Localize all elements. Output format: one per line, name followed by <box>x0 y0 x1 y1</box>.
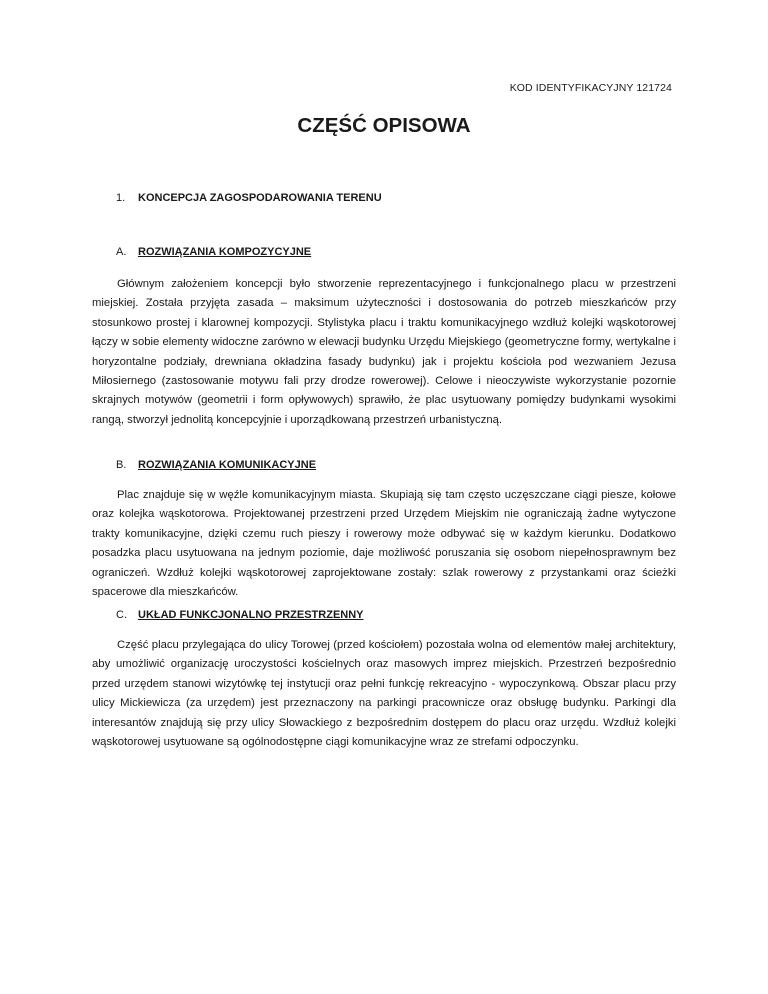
section-b-heading <box>116 459 316 471</box>
section-b-title: ROZWIĄZANIA KOMUNIKACYJNE <box>138 459 317 471</box>
section-b-letter: B. <box>116 459 127 471</box>
section-1-title: KONCEPCJA ZAGOSPODAROWANIA TERENU <box>138 192 382 204</box>
section-c-letter: C. <box>116 609 127 621</box>
section-c-paragraph: Część placu przylegająca do ulicy Torowej (przed kościołem) pozostała wolna od elementów małej architektury, aby umożliwić organizację uroczystości kościelnych oraz masowych imprez miejskich. Przestrzeń bezpośrednio przed urzędem stanowi wizytówkę tej instytucji oraz pełni funkcję rekreacyjno - wypoczynkową. Obszar placu przy ulicy Mickiewicza (za urzędem) jest przeznaczony na parkingi pracownicze oraz obsługę budynku. Parkingi dla interesantów znajdują się przy ulicy Słowackiego z bezpośrednim dostępem do placu oraz urzędu. Wzdłuż kolejki wąskotorowej usytuowane są ogólnodostępne ciągi komunikacyjne wraz ze strefami odpoczynku. <box>92 639 676 749</box>
section-c-heading <box>116 609 364 621</box>
section-a-letter: A. <box>116 246 127 258</box>
section-a-title: ROZWIĄZANIA KOMPOZYCYJNE <box>138 246 312 258</box>
section-b-paragraph: Plac znajduje się w węźle komunikacyjnym miasta. Skupiają się tam często uczęszczane ciągi piesze, kołowe oraz kolejka wąskotorowa. Projektowanej przestrzeni przed Urzędem Miejskim nie ograniczają żadne wytyczone trakty komunikacyjne, dzięki czemu ruch pieszy i rowerowy może odbywać się w każdym kierunku. Dodatkowo posadzka placu usytuowana na jednym poziomie, daje możliwość poruszania się osobom niepełnosprawnym bez ograniczeń. Wzdłuż kolejki wąskotorowej zaprojektowane zostały: szlak rowerowy z przystankami oraz ścieżki spacerowe dla mieszkańców. <box>92 489 676 599</box>
page-title: CZĘŚĆ OPISOWA <box>297 114 471 137</box>
identification-code: KOD IDENTYFIKACYJNY 121724 <box>509 82 672 94</box>
section-c-title: UKŁAD FUNKCJONALNO PRZESTRZENNY <box>138 609 364 621</box>
section-1-number: 1. <box>116 192 126 204</box>
section-1-heading <box>116 192 382 204</box>
section-a-paragraph: Głównym założeniem koncepcji było stworzenie reprezentacyjnego i funkcjonalnego placu w przestrzeni miejskiej. Została przyjęta zasada – maksimum użyteczności i dostosowania do potrzeb mieszkańców przy stosunkowo prostej i klarownej kompozycji. Stylistyka placu i traktu komunikacyjnego wzdłuż kolejki wąskotorowej łączy w sobie elementy widoczne zarówno w elewacji budynku Urzędu Miejskiego (geometryczne formy, wertykalne i horyzontalne podziały, drewniana okładzina fasady budynku) jak i projektu kościoła pod wezwaniem Jezusa Miłosiernego (zastosowanie motywu fali przy drodze rowerowej). Celowe i nieoczywiste wykorzystanie pozornie skrajnych motywów (geometrii i form opływowych) sprawiło, że plac usytuowany pomiędzy budynkami wysokimi rangą, stworzył jednolitą koncepcyjnie i uporządkowaną przestrzeń urbanistyczną. <box>92 278 676 426</box>
section-a-heading <box>116 246 311 258</box>
